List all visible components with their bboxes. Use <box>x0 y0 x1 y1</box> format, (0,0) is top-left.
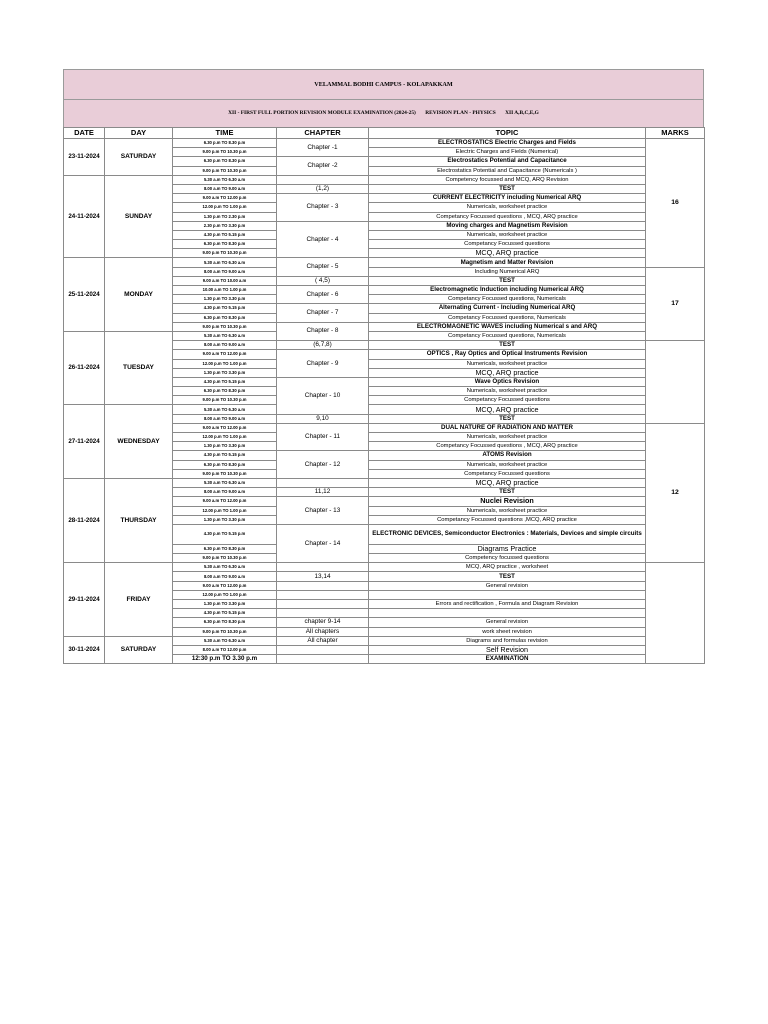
time-cell: 4.30 p.m TO 5.15 p.m <box>173 451 277 460</box>
class-list: XII A,B,C,E,G <box>505 110 539 116</box>
topic-cell: Numericals, worksheet practice <box>369 433 646 442</box>
chapter-cell <box>277 563 369 572</box>
topic-cell: Competancy Focussed questions <box>369 240 646 249</box>
topic-cell: DUAL NATURE OF RADIATION AND MATTER <box>369 423 646 432</box>
topic-cell: Magnetism and Matter Revision <box>369 258 646 267</box>
topic-cell: Diagrams and formulas revision <box>369 636 646 645</box>
time-cell: 8.00 a.m TO 9.00 a.m <box>173 572 277 581</box>
time-cell: 4.30 p.m TO 5.15 p.m <box>173 304 277 313</box>
time-cell: 9.00 p.m TO 10.30 p.m <box>173 148 277 157</box>
topic-cell: Competancy Focussed questions , MCQ, ARQ practice <box>369 442 646 451</box>
table-row <box>64 139 705 148</box>
topic-cell: General revision <box>369 618 646 627</box>
topic-cell: Competancy Focussed questions, Numericals <box>369 295 646 304</box>
exam-header <box>63 99 704 127</box>
date-cell: 30-11-2024 <box>64 636 105 664</box>
date-cell: 24-11-2024 <box>64 175 105 258</box>
topic-cell: Including Numerical ARQ <box>369 267 646 276</box>
time-cell: 6.30 p.m TO 8.30 p.m <box>173 387 277 396</box>
table-row <box>64 405 705 414</box>
topic-cell: Competancy Focussed questions <box>369 469 646 478</box>
day-cell: THURSDAY <box>105 478 173 562</box>
topic-cell: Competancy Focussed questions, Numericals <box>369 313 646 322</box>
chapter-cell: Chapter -1 <box>277 139 369 157</box>
chapter-cell: Chapter - 3 <box>277 194 369 222</box>
topic-cell: CURRENT ELECTRICITY including Numerical ARQ <box>369 194 646 203</box>
time-cell: 9.00 a.m TO 12.00 p.m <box>173 350 277 359</box>
time-cell: 9.00 p.m TO 10.30 p.m <box>173 554 277 563</box>
exam-title: XII - FIRST FULL PORTION REVISION MODULE EXAMINATION (2024-25) <box>228 110 416 116</box>
time-cell: 12.00 p.m TO 1.00 p.m <box>173 433 277 442</box>
topic-cell: TEST <box>369 276 646 285</box>
time-cell: 9.00 p.m TO 10.30 p.m <box>173 249 277 258</box>
revision-plan-sheet <box>63 69 704 664</box>
chapter-cell <box>277 600 369 609</box>
time-cell: 4.30 p.m TO 5.15 p.m <box>173 230 277 239</box>
topic-cell: Numericals, worksheet practice <box>369 387 646 396</box>
day-cell: TUESDAY <box>105 331 173 405</box>
time-cell: 5.30 a.m TO 6.30 a.m <box>173 405 277 414</box>
topic-cell <box>369 590 646 599</box>
time-cell: 6.30 p.m TO 8.30 p.m <box>173 460 277 469</box>
table-header-row <box>64 128 705 139</box>
topic-cell: Moving charges and Magnetism Revision <box>369 221 646 230</box>
table-row <box>64 636 705 645</box>
chapter-cell: Chapter - 11 <box>277 423 369 451</box>
topic-cell: Competency focussed and MCQ, ARQ Revision <box>369 175 646 184</box>
day-cell: FRIDAY <box>105 563 173 637</box>
time-cell: 10.00 a.m TO 1.00 p.m <box>173 286 277 295</box>
col-marks-header: MARKS <box>646 128 705 139</box>
time-cell: 1.30 p.m TO 3.30 p.m <box>173 295 277 304</box>
time-cell: 12.00 p.m TO 1.00 p.m <box>173 203 277 212</box>
topic-cell: Competancy Focussed questions <box>369 396 646 405</box>
time-cell: 5.30 a.m TO 6.30 a.m <box>173 563 277 572</box>
time-cell: 9.00 p.m TO 10.30 p.m <box>173 627 277 636</box>
day-cell: MONDAY <box>105 258 173 332</box>
time-cell: 9.00 p.m TO 10.30 p.m <box>173 396 277 405</box>
topic-cell: Electrostatics Potential and Capacitance (Numericals ) <box>369 166 646 175</box>
time-cell: 6.30 p.m TO 8.30 p.m <box>173 240 277 249</box>
chapter-cell <box>277 609 369 618</box>
time-cell: 1.30 p.m TO 3.30 p.m <box>173 600 277 609</box>
time-cell: 9.00 p.m TO 10.30 p.m <box>173 322 277 331</box>
chapter-cell <box>277 655 369 664</box>
table-row <box>64 258 705 267</box>
time-cell: 6.30 p.m TO 8.30 p.m <box>173 157 277 166</box>
time-cell: 9.00 a.m TO 12.00 p.m <box>173 581 277 590</box>
time-cell: 6.30 p.m TO 8.30 p.m <box>173 544 277 553</box>
revision-plan-table <box>63 127 705 664</box>
time-cell: 12:30 p.m TO 3.30 p.m <box>173 655 277 664</box>
topic-cell: Electromagnetic Induction including Numerical ARQ <box>369 286 646 295</box>
chapter-cell: Chapter - 14 <box>277 524 369 562</box>
topic-cell: work sheet revision <box>369 627 646 636</box>
time-cell: 12.00 p.m TO 1.00 p.m <box>173 359 277 368</box>
chapter-cell: ( 4,5) <box>277 276 369 285</box>
time-cell: 6.30 p.m TO 8.30 p.m <box>173 618 277 627</box>
time-cell: 6.30 p.m TO 8.30 p.m <box>173 313 277 322</box>
topic-cell: Alternating Current - Including Numerical ARQ <box>369 304 646 313</box>
topic-cell: TEST <box>369 414 646 423</box>
topic-cell: Competancy Focussed questions ,MCQ, ARQ practice <box>369 515 646 524</box>
time-cell: 8.00 a.m TO 12.00 p.m <box>173 645 277 654</box>
table-row <box>64 478 705 487</box>
col-time-header: TIME <box>173 128 277 139</box>
topic-cell: TEST <box>369 572 646 581</box>
time-cell: 6.30 p.m TO 8.30 p.m <box>173 139 277 148</box>
chapter-cell <box>277 645 369 654</box>
chapter-cell: Chapter - 13 <box>277 497 369 525</box>
topic-cell: Electrostatics Potential and Capacitance <box>369 157 646 166</box>
topic-cell: MCQ, ARQ practice , worksheet <box>369 563 646 572</box>
time-cell: 9.00 a.m TO 12.00 p.m <box>173 194 277 203</box>
table-row <box>64 175 705 184</box>
time-cell: 5.30 a.m TO 6.30 a.m <box>173 331 277 340</box>
date-cell: 23-11-2024 <box>64 139 105 176</box>
day-cell: WEDNESDAY <box>105 405 173 479</box>
chapter-cell: All chapters <box>277 627 369 636</box>
date-cell: 27-11-2024 <box>64 405 105 479</box>
time-cell: 9.00 p.m TO 10.30 p.m <box>173 166 277 175</box>
time-cell: 8.00 a.m TO 9.00 a.m <box>173 341 277 350</box>
topic-cell: Wave Optics Revision <box>369 377 646 386</box>
chapter-cell <box>277 478 369 487</box>
topic-cell: Numericals, worksheet practice <box>369 359 646 368</box>
time-cell: 12.00 p.m TO 1.00 p.m <box>173 590 277 599</box>
topic-cell: ELECTROSTATICS Electric Charges and Fields <box>369 139 646 148</box>
time-cell: 5.30 a.m TO 6.30 a.m <box>173 175 277 184</box>
chapter-cell: All chapter <box>277 636 369 645</box>
chapter-cell: 11,12 <box>277 488 369 497</box>
time-cell: 9.00 a.m TO 12.00 p.m <box>173 423 277 432</box>
topic-cell <box>369 609 646 618</box>
chapter-cell <box>277 590 369 599</box>
chapter-cell: Chapter - 5 <box>277 258 369 276</box>
day-cell: SUNDAY <box>105 175 173 258</box>
time-cell: 9.00 a.m TO 12.00 p.m <box>173 497 277 506</box>
topic-cell: Nuclei Revision <box>369 497 646 506</box>
chapter-cell: 13,14 <box>277 572 369 581</box>
chapter-cell: (1,2) <box>277 184 369 193</box>
time-cell: 5.30 a.m TO 6.30 a.m <box>173 258 277 267</box>
time-cell: 8.00 a.m TO 9.00 a.m <box>173 267 277 276</box>
chapter-cell: Chapter - 10 <box>277 377 369 414</box>
col-chapter-header: CHAPTER <box>277 128 369 139</box>
time-cell: 4.30 p.m TO 5.15 p.m <box>173 609 277 618</box>
time-cell: 9.00 p.m TO 10.30 p.m <box>173 469 277 478</box>
chapter-cell: Chapter - 4 <box>277 221 369 258</box>
topic-cell: Electric Charges and Fields (Numerical) <box>369 148 646 157</box>
time-cell: 1.30 p.m TO 3.30 p.m <box>173 368 277 377</box>
chapter-cell: Chapter - 7 <box>277 304 369 322</box>
chapter-cell <box>277 581 369 590</box>
time-cell: 1.30 p.m TO 3.30 p.m <box>173 515 277 524</box>
time-cell: 8.00 a.m TO 9.00 a.m <box>173 488 277 497</box>
time-cell: 4.30 p.m TO 5.15 p.m <box>173 524 277 544</box>
topic-cell: ATOMS Revision <box>369 451 646 460</box>
topic-cell: General revision <box>369 581 646 590</box>
plan-title: REVISION PLAN - PHYSICS <box>425 110 496 116</box>
school-header <box>63 69 704 99</box>
date-cell: 25-11-2024 <box>64 258 105 332</box>
topic-cell: ELECTROMAGNETIC WAVES including Numerical s and ARQ <box>369 322 646 331</box>
day-cell: SATURDAY <box>105 139 173 176</box>
topic-cell: Numericals, worksheet practice <box>369 460 646 469</box>
time-cell: 5.30 a.m TO 6.30 a.m <box>173 636 277 645</box>
time-cell: 12.00 p.m TO 1.00 p.m <box>173 506 277 515</box>
table-row <box>64 563 705 572</box>
topic-cell: Numericals, worksheet practice <box>369 230 646 239</box>
time-cell: 8.00 a.m TO 9.00 a.m <box>173 414 277 423</box>
table-row <box>64 331 705 340</box>
col-date-header: DATE <box>64 128 105 139</box>
topic-cell: MCQ, ARQ practice <box>369 249 646 258</box>
marks-cell: 17 <box>646 267 705 341</box>
topic-cell: OPTICS , Ray Optics and Optical Instruments Revision <box>369 350 646 359</box>
date-cell: 28-11-2024 <box>64 478 105 562</box>
topic-cell: Numericals, worksheet practice <box>369 203 646 212</box>
school-name: VELAMMAL BODHI CAMPUS - KOLAPAKKAM <box>314 81 453 88</box>
chapter-cell <box>277 175 369 184</box>
time-cell: 9.00 a.m TO 10.00 a.m <box>173 276 277 285</box>
chapter-cell: (6,7,8) <box>277 341 369 350</box>
time-cell: 1.30 p.m TO 3.30 p.m <box>173 442 277 451</box>
topic-cell: MCQ, ARQ practice <box>369 405 646 414</box>
time-cell: 5.30 a.m TO 6.30 a.m <box>173 478 277 487</box>
topic-cell: ELECTRONIC DEVICES, Semiconductor Electronics : Materials, Devices and simple circuits <box>369 524 646 544</box>
topic-cell: EXAMINATION <box>369 655 646 664</box>
topic-cell: MCQ, ARQ practice <box>369 368 646 377</box>
topic-cell: MCQ, ARQ practice <box>369 478 646 487</box>
col-day-header: DAY <box>105 128 173 139</box>
chapter-cell: Chapter - 6 <box>277 286 369 304</box>
time-cell: 8.00 a.m TO 9.00 a.m <box>173 184 277 193</box>
chapter-cell: chapter 9-14 <box>277 618 369 627</box>
topic-cell: Numericals, worksheet practice <box>369 506 646 515</box>
time-cell: 2.30 p.m TO 3.30 p.m <box>173 221 277 230</box>
chapter-cell: Chapter -2 <box>277 157 369 175</box>
day-cell: SATURDAY <box>105 636 173 664</box>
marks-cell: 12 <box>646 423 705 562</box>
topic-cell: Errors and rectification , Formula and Diagram Revision <box>369 600 646 609</box>
marks-cell: 16 <box>646 139 705 268</box>
topic-cell: Competancy Focussed questions , MCQ, ARQ practice <box>369 212 646 221</box>
chapter-cell: Chapter - 9 <box>277 350 369 378</box>
time-cell: 1.30 p.m TO 2.30 p.m <box>173 212 277 221</box>
time-cell: 4.30 p.m TO 5.15 p.m <box>173 377 277 386</box>
topic-cell: Diagrams Practice <box>369 544 646 553</box>
chapter-cell: 9,10 <box>277 414 369 423</box>
chapter-cell: Chapter - 12 <box>277 451 369 479</box>
topic-cell: TEST <box>369 488 646 497</box>
date-cell: 26-11-2024 <box>64 331 105 405</box>
topic-cell: Self Revision <box>369 645 646 654</box>
topic-cell: TEST <box>369 341 646 350</box>
chapter-cell: Chapter - 8 <box>277 322 369 340</box>
topic-cell: Competency focussed questions <box>369 554 646 563</box>
date-cell: 29-11-2024 <box>64 563 105 637</box>
topic-cell: Competancy Focussed questions, Numericals <box>369 331 646 340</box>
marks-cell <box>646 563 705 664</box>
topic-cell: TEST <box>369 184 646 193</box>
col-topic-header: TOPIC <box>369 128 646 139</box>
